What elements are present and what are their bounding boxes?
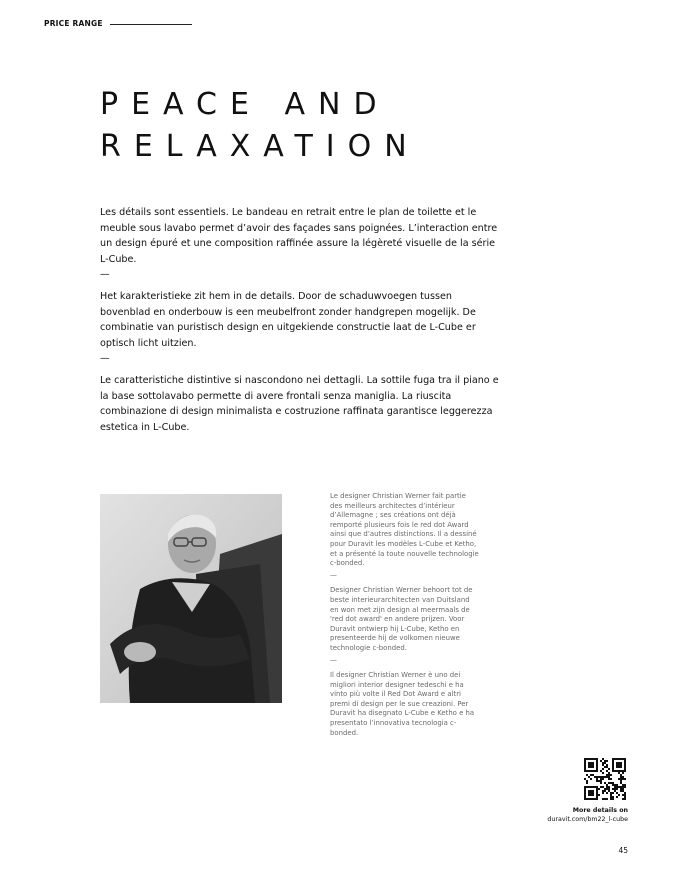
designer-portrait xyxy=(100,494,282,703)
more-details xyxy=(547,806,628,824)
bio-separator-1: — xyxy=(330,570,337,579)
body-dutch: Het karakteristieke zit hem in de details. Door de schaduwvoegen tussen bovenblad en onderbouw is een meubelfront zonder handgrepen mogelijk. De combinatie van puristisch design en uitgekiende constructie laat de L-Cube er optisch licht uitzien. xyxy=(100,291,476,349)
body-separator-1: — xyxy=(100,269,110,280)
title-line-1: PEACE AND xyxy=(100,87,390,122)
body-italian: Le caratteristiche distintive si nascondono nei dettagli. La sottile fuga tra il piano e la base sottolavabo permette di avere frontali senza maniglia. La riuscita combinazione di design minimalista e costruzione raffinata garantisce leggerezza estetica in L-Cube. xyxy=(100,375,499,433)
more-details-url[interactable]: duravit.com/bm22_l-cube xyxy=(547,816,628,823)
body-french: Les détails sont essentiels. Le bandeau en retrait entre le plan de toilette et le meuble sous lavabo permet d’avoir des façades sans poignées. L’interaction entre un design épuré et une composition raffinée assure la légèreté visuelle de la série L-Cube. xyxy=(100,207,498,265)
body-separator-2: — xyxy=(100,353,110,364)
bio-separator-2: — xyxy=(330,655,337,664)
designer-bio xyxy=(330,492,480,738)
bio-dutch: Designer Christian Werner behoort tot de beste interieurarchitecten van Duitsland en won met zijn design al meermaals de 'red dot award' en andere prijzen. Voor Duravit ontwierp hij L-Cube, Ketho en presenteerde hij de volkomen nieuwe technologie c-bonded. xyxy=(330,586,473,652)
bio-italian: Il designer Christian Werner è uno dei migliori interior designer tedeschi e ha vinto più volte il Red Dot Award e altri premi di design per le sue creazioni. Per Duravit ha disegnato L-Cube e Ketho e ha presentato l’innovativa tecnologia c-bonded. xyxy=(330,671,475,737)
title-line-2: RELAXATION xyxy=(100,129,420,164)
header-rule xyxy=(110,24,192,25)
more-details-label: More details on xyxy=(572,807,628,814)
page-number: 45 xyxy=(618,846,628,855)
bio-french: Le designer Christian Werner fait partie des meilleurs architectes d’intérieur d’Allemagne ; ses créations ont déjà remporté plusieurs fois le red dot Award ainsi que d’autres distinctions. Il a dessiné pour Duravit les modèles L-Cube et Ketho, et a présenté la toute nouvelle technologie c-bonded. xyxy=(330,492,479,568)
qr-code-icon[interactable] xyxy=(584,758,626,800)
page-title xyxy=(100,84,420,168)
body-text xyxy=(100,205,500,435)
section-label: PRICE RANGE xyxy=(44,19,103,28)
